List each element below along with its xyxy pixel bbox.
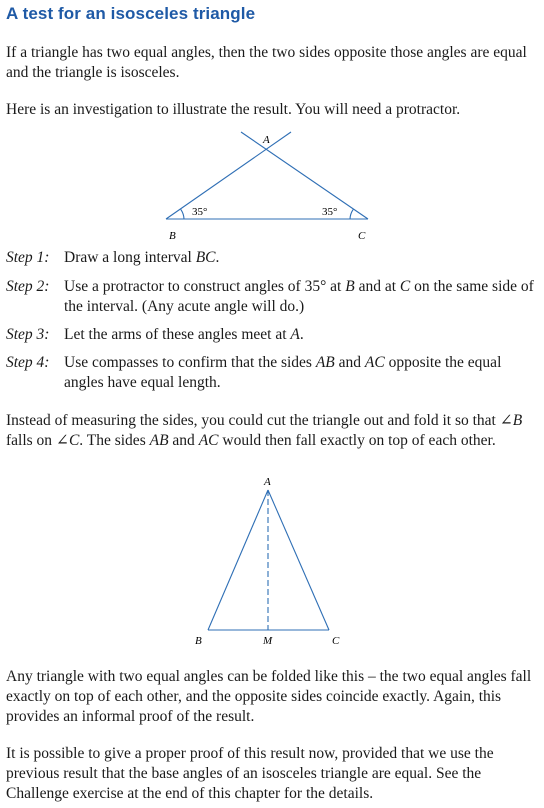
- step-label: Step 2:: [6, 278, 50, 295]
- label-m: M: [263, 635, 273, 647]
- label-c: C: [358, 230, 366, 242]
- any-triangle-paragraph: Any triangle with two equal angles can be folded like this – the two equal angles fall exactly on top of each other, and the opposite sides coincide exactly. Again, this provides an informal proof of the result.: [6, 668, 532, 725]
- proper-proof-paragraph: It is possible to give a proper proof of this result now, provided that we use the previous result that the base angles of an isosceles triangle are equal. See the Challenge exercise at the end of this chapter for the details.: [6, 745, 494, 802]
- step-label: Step 4:: [6, 354, 50, 371]
- side-ac: [268, 490, 329, 630]
- figure-folded-triangle: [0, 470, 544, 650]
- step-text: Use a protractor to construct angles of 35° at B and at C on the same side of the interval. (Any acute angle will do.): [64, 278, 534, 315]
- section-title: A test for an isosceles triangle: [6, 4, 256, 23]
- fold-paragraph: Instead of measuring the sides, you could cut the triangle out and fold it so that ∠B falls on ∠C. The sides AB and AC would then fall exactly on top of each other.: [6, 412, 523, 449]
- angle-arc-b: [181, 209, 184, 219]
- step-text: Draw a long interval BC.: [64, 249, 220, 266]
- side-ab: [208, 490, 268, 630]
- side-ac-extended: [241, 132, 368, 219]
- step-4: [6, 353, 538, 393]
- step-2: [6, 277, 538, 317]
- angle-arc-c: [350, 209, 353, 219]
- step-text: Use compasses to confirm that the sides AB and AC opposite the equal angles have equal length.: [64, 354, 502, 391]
- step-label: Step 3:: [6, 326, 50, 343]
- label-b: B: [169, 230, 176, 242]
- label-c: C: [332, 635, 340, 647]
- label-a: A: [263, 134, 270, 146]
- step-label: Step 1:: [6, 249, 50, 266]
- investigation-paragraph: Here is an investigation to illustrate the result. You will need a protractor.: [6, 101, 461, 118]
- figure-constructed-triangle: [0, 126, 544, 244]
- step-text: Let the arms of these angles meet at A.: [64, 326, 304, 343]
- intro-paragraph: If a triangle has two equal angles, then the two sides opposite those angles are equal and the triangle is isosceles.: [6, 44, 527, 81]
- label-b: B: [195, 635, 202, 647]
- angle-label-b: 35°: [192, 206, 208, 218]
- angle-label-c: 35°: [322, 206, 338, 218]
- side-ab-extended: [166, 132, 291, 219]
- label-a: A: [264, 476, 271, 488]
